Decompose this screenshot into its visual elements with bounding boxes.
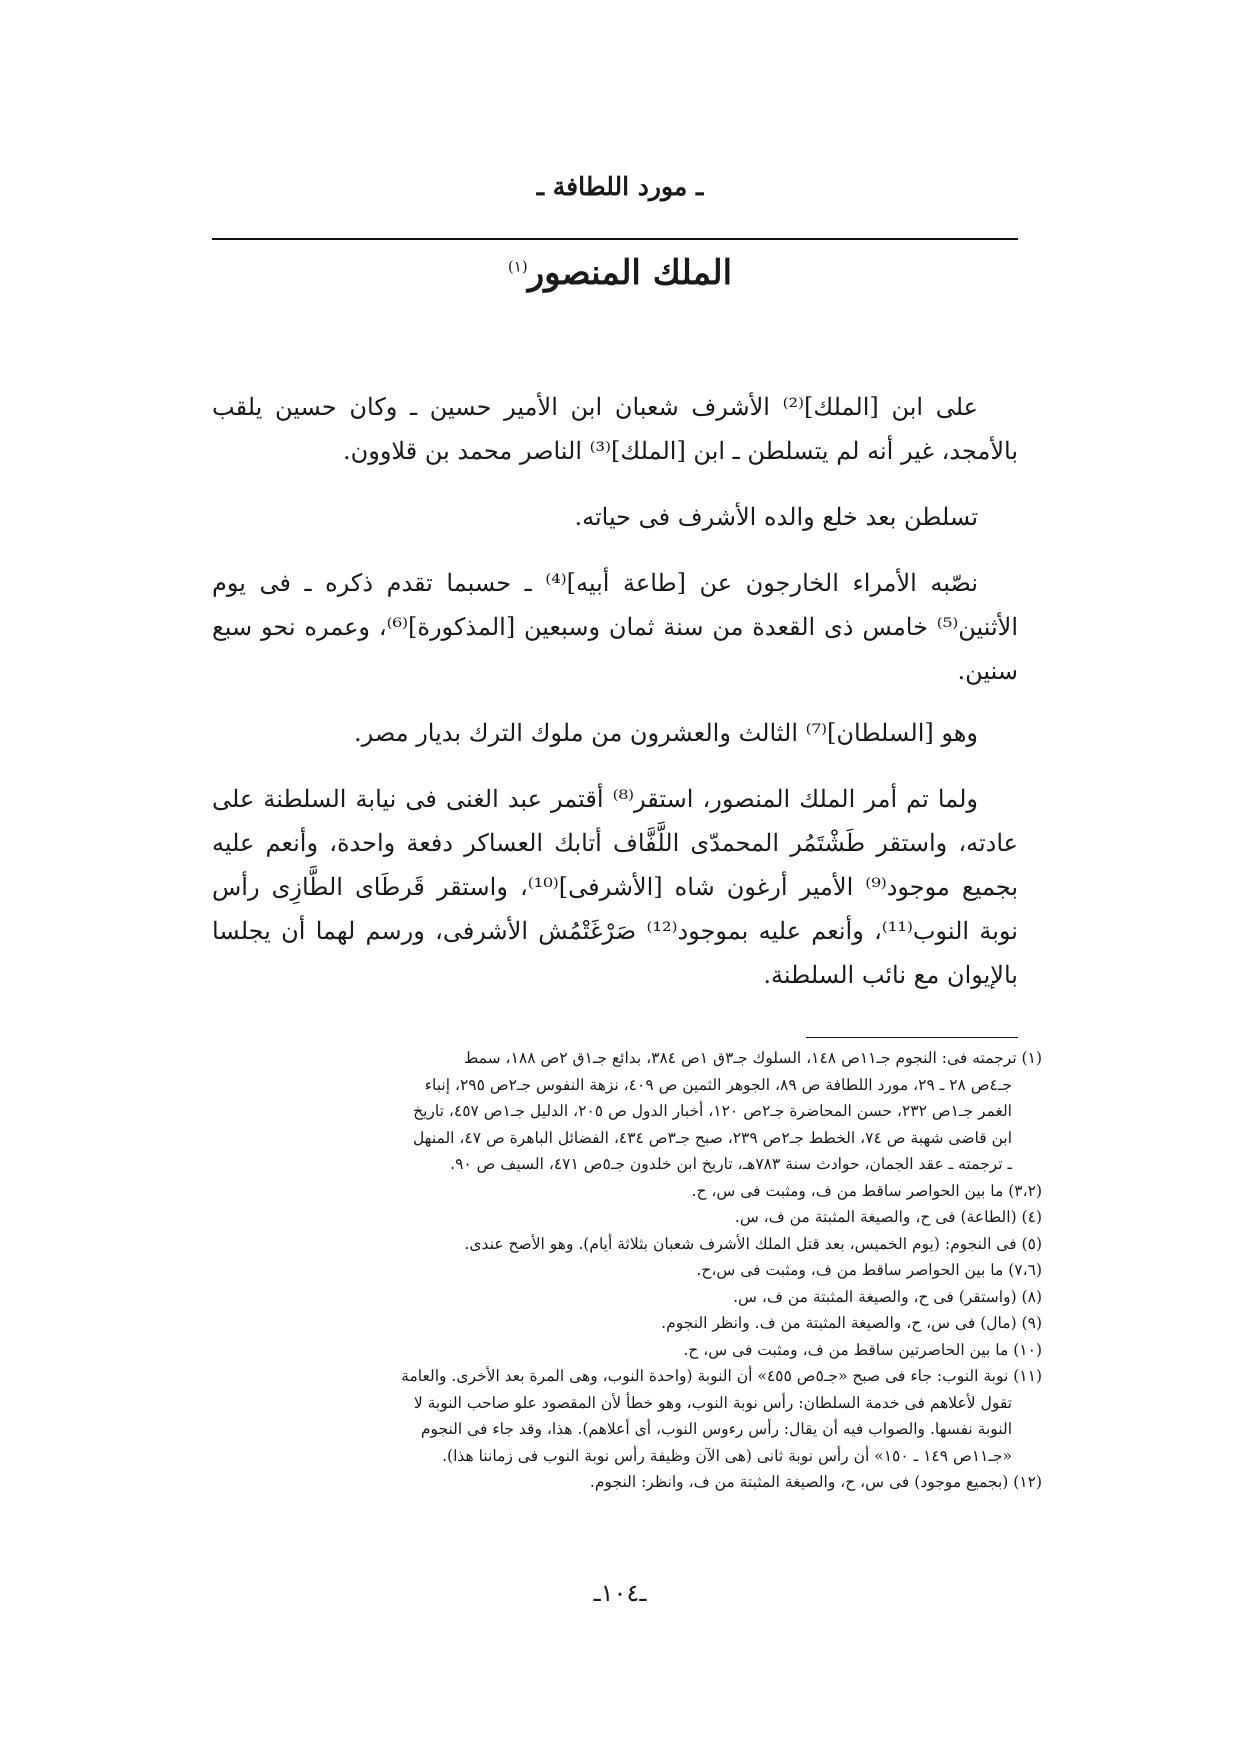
paragraph: وهو [السلطان]⁽⁷⁾ الثالث والعشرون من ملوك الترك بديار مصر. bbox=[354, 719, 978, 747]
paragraph: نصّبه الأمراء الخارجون عن [طاعة أبيه]⁽⁴⁾ ـ حسبما تقدم ذكره ـ فى يوم الأثنين⁽⁵⁾ خامس ذى القعدة من سنة ثمان وسبعين [المذكورة]⁽⁶⁾، وعمره نحو سبع سنين. bbox=[212, 569, 1018, 685]
paragraph: تسلطن بعد خلع والده الأشرف فى حياته. bbox=[574, 503, 978, 531]
footnote-line: النوبة نفسها. والصواب فيه أن يقال: رأس رءوس النوب، أى أعلاهم). هذا، وقد جاء فى النجوم bbox=[420, 1420, 1012, 1438]
chapter-title-note-ref: (١) bbox=[507, 257, 528, 276]
footnote-line: جـ٤ص ٢٨ ـ ٢٩، مورد اللطافة ص ٨٩، الجوهر الثمين ص ٤٠٩، نزهة النفوس جـ٢ص ٢٩٥، إنباء bbox=[424, 1075, 1012, 1094]
main-text bbox=[212, 385, 1018, 1019]
footnote-divider bbox=[806, 1037, 1018, 1038]
chapter-title-text: الملك المنصور bbox=[527, 253, 733, 293]
footnote-line: (٣،٢) ما بين الحواصر ساقط من ف، ومثبت فى س، ح. bbox=[691, 1181, 1042, 1200]
header-divider bbox=[212, 238, 1018, 240]
footnote-line: (٤) (الطاعة) فى ح، والصيغة المثبتة من ف، س. bbox=[734, 1208, 1042, 1226]
footnote-line: (١١) نوبة النوب: جاء فى صبح «جـ٥ص ٤٥٥» أن النوبة (واحدة النوب، وهى المرة بعد الأخرى. والعامة bbox=[401, 1367, 1042, 1385]
footnote-line: ابن قاضى شهبة ص ٧٤، الخطط جـ٢ص ٢٣٩، صبح جـ٣ص ٤٣٤، الفضائل الباهرة ص ٤٧، المنهل bbox=[412, 1128, 1012, 1147]
chapter-title bbox=[0, 253, 1240, 293]
footnote-line: (١) ترجمته فى: النجوم جـ١١ص ١٤٨، السلوك جـ٣ق ١ص ٣٨٤، بدائع جـ١ق ٢ص ١٨٨، سمط bbox=[463, 1049, 1042, 1067]
footnote-line: الغمر جـ١ص ٢٣٢، حسن المحاضرة جـ٢ص ١٢٠، أخبار الدول ص ٢٠٥، الدليل جـ١ص ٤٥٧، تاريخ bbox=[413, 1102, 1012, 1120]
footnote-line: «جـ١١ص ١٤٩ ـ ١٥٠» أن رأس نوبة ثانى (هى الآن وظيفة رأس نوبة النوب فى زماننا هذا). bbox=[442, 1446, 1012, 1465]
footnote-line: (١٢) (بجميع موجود) فى س، ح، والصيغة المثبتة من ف، وانظر: النجوم. bbox=[589, 1473, 1042, 1491]
paragraph: على ابن [الملك]⁽²⁾ الأشرف شعبان ابن الأمير حسين ـ وكان حسين يلقب بالأمجد، غير أنه لم يتسلطن ـ ابن [الملك]⁽³⁾ الناصر محمد بن قلاوون. bbox=[212, 393, 1018, 465]
page-number: ـ١٠٤ـ bbox=[593, 1579, 647, 1607]
footnote-line: (٨) (واستقر) فى ح، والصيغة المثبتة من ف، س. bbox=[733, 1287, 1042, 1306]
footnote-line: ـ ترجمته ـ عقد الجمان، حوادث سنة ٧٨٣هـ، تاريخ ابن خلدون جـ٥ص ٤٧١، السيف ص ٩٠. bbox=[450, 1155, 1012, 1173]
footnote-line: (٧،٦) ما بين الحواصر ساقط من ف، ومثبت فى س،ح. bbox=[696, 1261, 1042, 1279]
footnote-line: (١٠) ما بين الحاصرتين ساقط من ف، ومثبت فى س، ح. bbox=[683, 1340, 1042, 1359]
footnote-line: (٥) فى النجوم: (يوم الخميس، بعد قتل الملك الأشرف شعبان بثلاثة أيام). وهو الأصح عندى. bbox=[464, 1234, 1042, 1253]
footnote-line: تقول لأعلاهم فى خدمة السلطان: رأس نوبة النوب، وهو خطأ لأن المقصود علو صاحب النوبة لا bbox=[413, 1393, 1012, 1412]
footnote-line: (٩) (مال) فى س، ح، والصيغة المثبتة من ف. وانظر النجوم. bbox=[661, 1314, 1042, 1332]
paragraph: ولما تم أمر الملك المنصور، استقر⁽⁸⁾ أقتمر عبد الغنى فى نيابة السلطنة على عادته، واستقر طَشْتَمُر المحمدّى اللَّفَّاف أتابك العساكر دفعة واحدة، وأنعم عليه بجميع موجود⁽⁹⁾ الأمير أرغون شاه [الأشرفى]⁽¹⁰⁾، واستقر قَرطَاى الطَّازِى رأس نوبة النوب⁽¹¹⁾، وأنعم عليه بموجود⁽¹²⁾ صَرْغَتْمُش الأشرفى، ورسم لهما أن يجلسا بالإيوان مع نائب السلطنة. bbox=[212, 785, 1018, 989]
running-header: ـ مورد اللطافة ـ bbox=[536, 172, 704, 201]
footnotes bbox=[212, 1045, 1042, 1496]
